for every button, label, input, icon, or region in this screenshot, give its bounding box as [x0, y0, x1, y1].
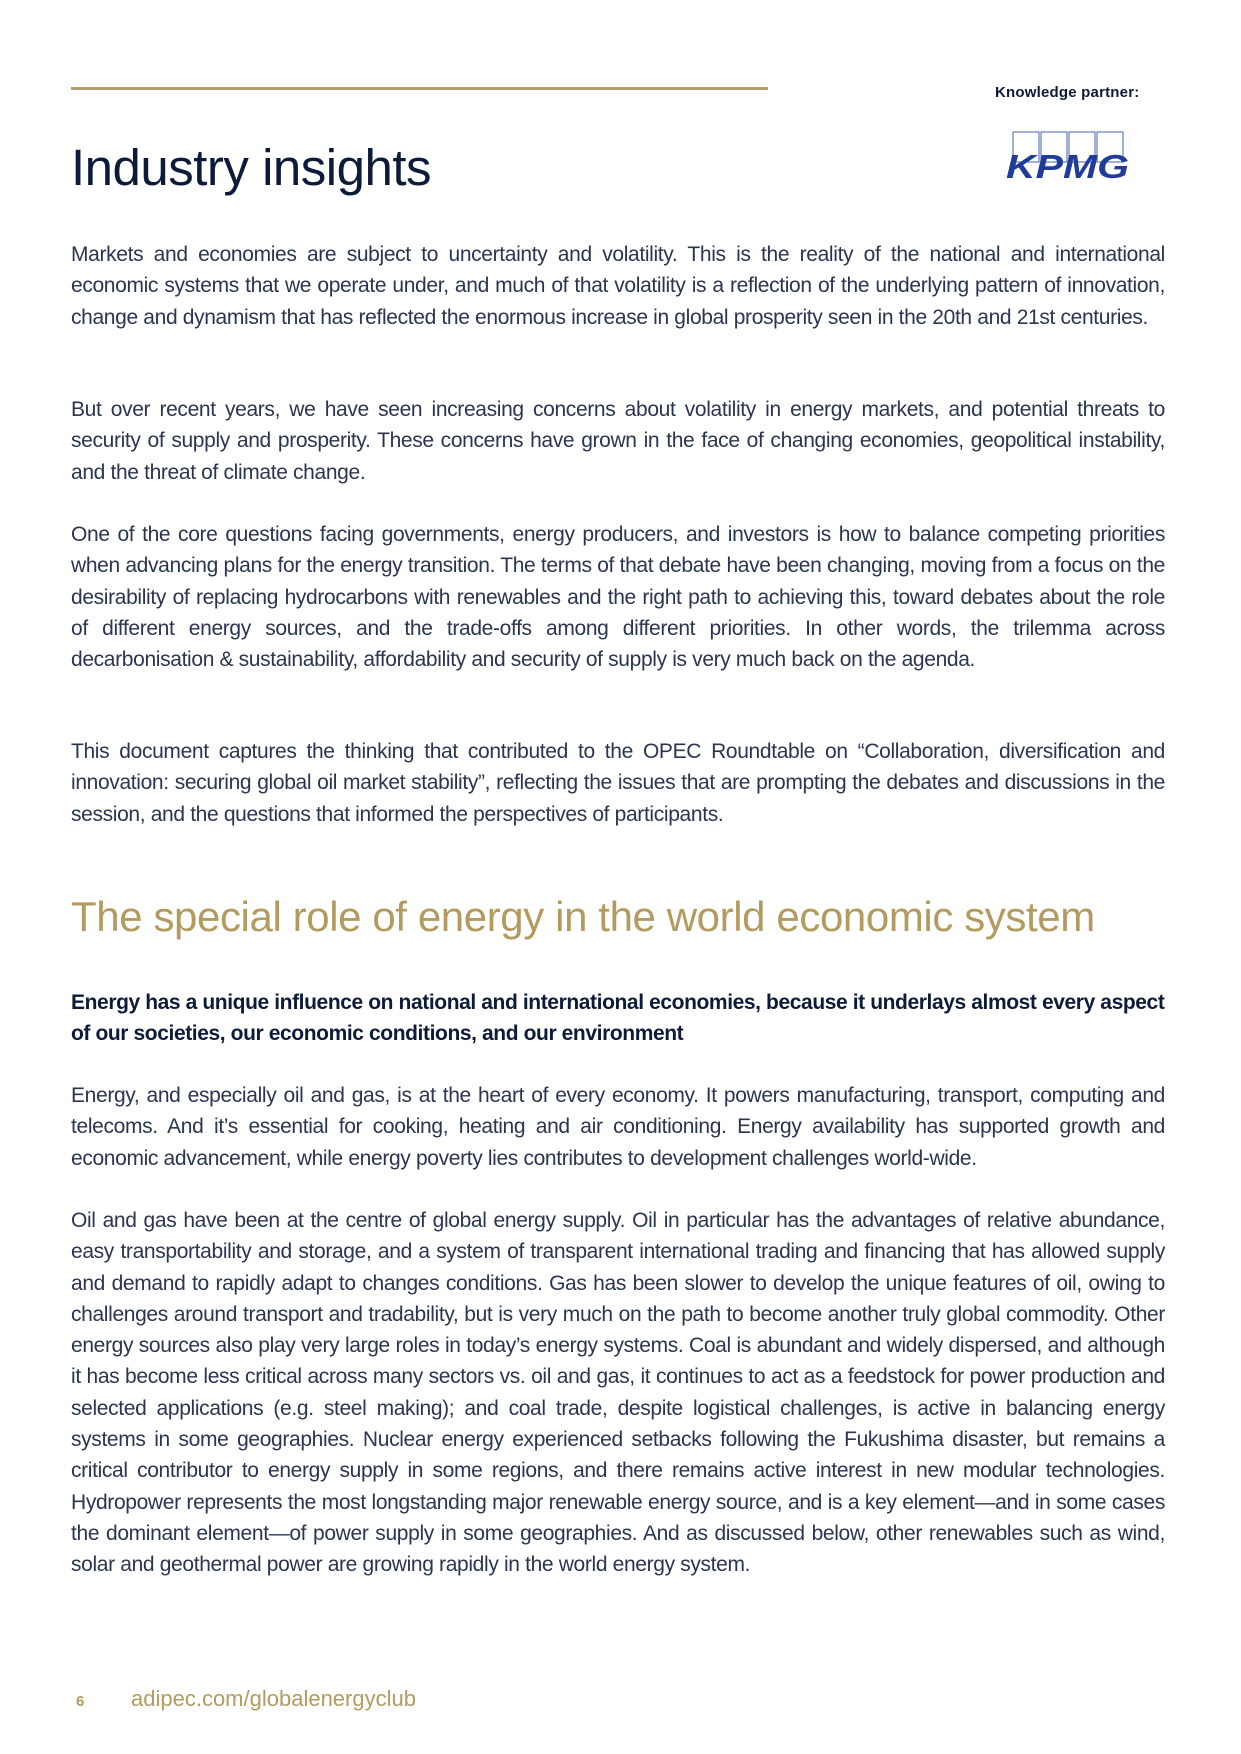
section-heading: The special role of energy in the world economic system	[71, 893, 1095, 940]
section-paragraph: Oil and gas have been at the centre of global energy supply. Oil in particular has the advantages of relative abundance, easy transportability and storage, and a system of transparent international trading and financing that has allowed supply and demand to rapidly adapt to changes conditions. Gas has been slower to develop the unique features of oil, owing to challenges around transport and tradability, but is very much on the path to become another truly global commodity. Other energy sources also play very large roles in today’s energy systems. Coal is abundant and widely dispersed, and although it has become less critical across many sectors vs. oil and gas, it continues to act as a feedstock for power production and selected applications (e.g. steel making); and coal trade, despite logistical challenges, is active in balancing energy systems in some geographies. Nuclear energy experienced setbacks following the Fukushima disaster, but remains a critical contributor to energy supply in some regions, and there remains active interest in new modular technologies. Hydropower represents the most longstanding major renewable energy source, and is a key element—and in some cases the dominant element—of power supply in some geographies. And as discussed below, other renewables such as wind, solar and geothermal power are growing rapidly in the world energy system.	[71, 1209, 1165, 1577]
intro-paragraph: This document captures the thinking that contributed to the OPEC Roundtable on “Collaboration, diversification and innovation: securing global oil market stability”, reflecting the issues that are prompting the debates and discussions in the session, and the questions that informed the perspectives of participants.	[71, 740, 1165, 826]
section-paragraph: Energy, and especially oil and gas, is at the heart of every economy. It powers manufacturing, transport, computing and telecoms. And it’s essential for cooking, heating and air conditioning. Energy availability has supported growth and economic advancement, while energy poverty lies contributes to development challenges world-wide.	[71, 1084, 1165, 1170]
intro-paragraph-2-block	[71, 394, 1165, 488]
knowledge-partner-label: Knowledge partner:	[995, 84, 1140, 101]
intro-paragraph: One of the core questions facing governments, energy producers, and investors is how to balance competing priorities when advancing plans for the energy transition. The terms of that debate have been changing, moving from a focus on the desirability of replacing hydrocarbons with renewables and the right path to achieving this, toward debates about the role of different energy sources, and the trade-offs among different priorities. In other words, the trilemma across decarbonisation & sustainability, affordability and security of supply is very much back on the agenda.	[71, 523, 1165, 672]
page-title: Industry insights	[71, 139, 432, 196]
section-paragraph-1-block	[71, 1080, 1165, 1174]
page-number: 6	[76, 1693, 85, 1710]
intro-paragraph: But over recent years, we have seen increasing concerns about volatility in energy markets, and potential threats to security of supply and prosperity. These concerns have grown in the face of changing economies, geopolitical instability, and the threat of climate change.	[71, 398, 1165, 484]
header-divider	[71, 87, 768, 90]
section-lead-block	[71, 987, 1165, 1050]
footer-url-link[interactable]: adipec.com/globalenergyclub	[131, 1686, 416, 1711]
intro-paragraph-3-block	[71, 519, 1165, 675]
kpmg-logo-text: KPMG	[1006, 148, 1129, 185]
intro-paragraph: Markets and economies are subject to uncertainty and volatility. This is the reality of the national and international economic systems that we operate under, and much of that volatility is a reflection of the underlying pattern of innovation, change and dynamism that has reflected the enormous increase in global prosperity seen in the 20th and 21st centuries.	[71, 243, 1165, 329]
section-lead: Energy has a unique influence on national and international economies, because it underlays almost every aspect of our societies, our economic conditions, and our environment	[71, 991, 1165, 1046]
section-paragraph-2-block	[71, 1205, 1165, 1581]
intro-paragraph-4-block	[71, 736, 1165, 830]
kpmg-logo	[1005, 130, 1135, 186]
intro-paragraph-1-block	[71, 239, 1165, 333]
